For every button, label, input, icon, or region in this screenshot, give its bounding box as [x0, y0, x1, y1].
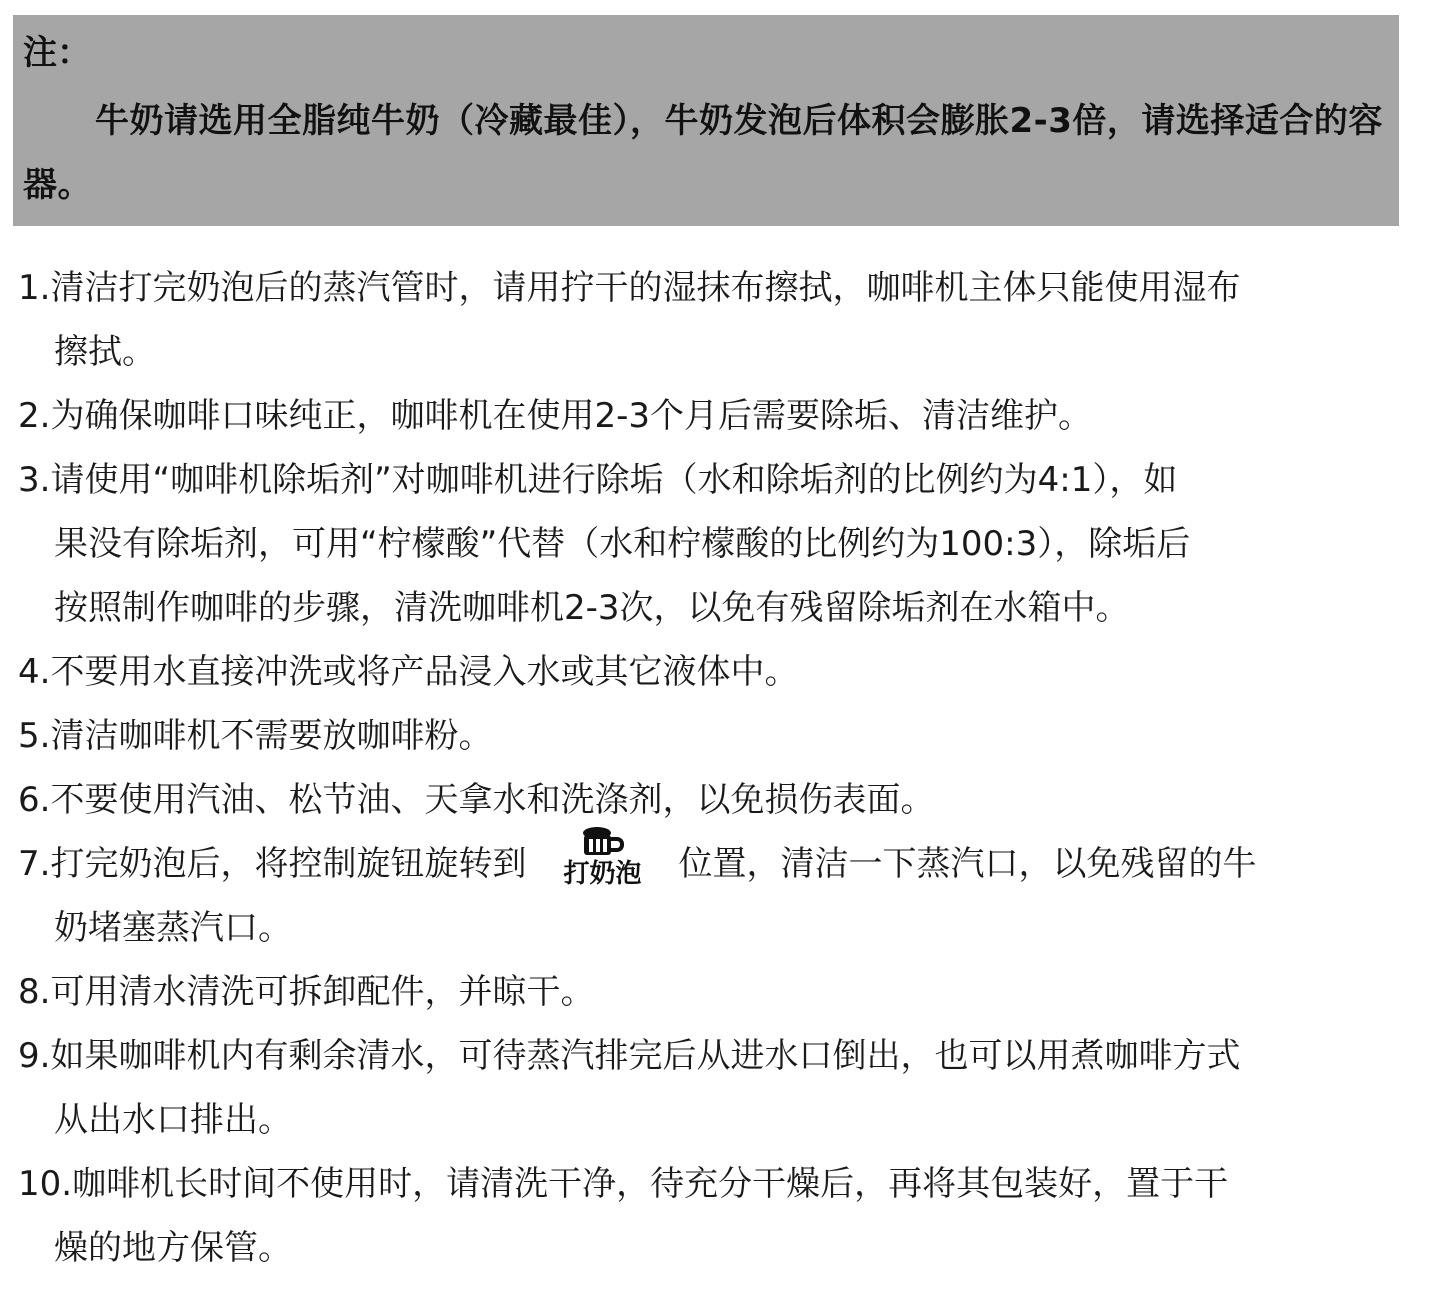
item-number: 3. — [18, 460, 51, 500]
list-item — [18, 1024, 1398, 1152]
item-text: 为确保咖啡口味纯正，咖啡机在使用2-3个月后需要除垢、清洁维护。 — [50, 396, 1092, 436]
item-number: 4. — [18, 652, 51, 692]
item-number: 9. — [18, 1036, 51, 1076]
milk-froth-icon — [554, 832, 650, 896]
item-text: 从出水口排出。 — [54, 1100, 292, 1140]
item-text: 燥的地方保管。 — [54, 1228, 292, 1268]
list-item — [18, 384, 1398, 448]
item-text: 按照制作咖啡的步骤，清洗咖啡机2-3次，以免有残留除垢剂在水箱中。 — [54, 588, 1130, 628]
item-text: 请使用“咖啡机除垢剂”对咖啡机进行除垢（水和除垢剂的比例约为4:1），如 — [50, 460, 1178, 500]
list-item — [18, 704, 1398, 768]
item-text: 位置，清洁一下蒸汽口，以免残留的牛 — [678, 844, 1257, 884]
list-item — [18, 256, 1398, 384]
list-item — [18, 1152, 1398, 1280]
note-box — [13, 15, 1399, 226]
item-text: 奶堵塞蒸汽口。 — [54, 908, 292, 948]
item-text: 清洁打完奶泡后的蒸汽管时，请用拧干的湿抹布擦拭，咖啡机主体只能使用湿布 — [50, 268, 1241, 308]
item-text: 果没有除垢剂，可用“柠檬酸”代替（水和柠檬酸的比例约为100:3），除垢后 — [54, 524, 1191, 564]
list-item — [18, 640, 1398, 704]
cleaning-instructions-list — [18, 256, 1398, 1280]
item-number: 1. — [18, 268, 51, 308]
item-text: 打完奶泡后，将控制旋钮旋转到 — [50, 844, 527, 884]
note-body: 牛奶请选用全脂纯牛奶（冷藏最佳），牛奶发泡后体积会膨胀2-3倍，请选择适合的容器。 — [23, 101, 1383, 205]
item-text: 可用清水清洗可拆卸配件，并晾干。 — [50, 972, 595, 1012]
item-text: 如果咖啡机内有剩余清水，可待蒸汽排完后从进水口倒出，也可以用煮咖啡方式 — [50, 1036, 1241, 1076]
item-number: 5. — [18, 716, 51, 756]
note-title: 注： — [23, 33, 91, 73]
item-text: 不要用水直接冲洗或将产品浸入水或其它液体中。 — [50, 652, 799, 692]
list-item — [18, 960, 1398, 1024]
list-item — [18, 832, 1398, 960]
item-number: 10. — [18, 1164, 73, 1204]
item-text: 擦拭。 — [54, 332, 156, 372]
milk-froth-label: 打奶泡 — [563, 859, 642, 889]
list-item — [18, 448, 1398, 640]
item-number: 6. — [18, 780, 51, 820]
item-number: 2. — [18, 396, 51, 436]
item-number: 8. — [18, 972, 51, 1012]
item-text: 不要使用汽油、松节油、天拿水和洗涤剂，以免损伤表面。 — [50, 780, 935, 820]
list-item — [18, 768, 1398, 832]
item-text: 清洁咖啡机不需要放咖啡粉。 — [50, 716, 493, 756]
item-text: 咖啡机长时间不使用时，请清洗干净，待充分干燥后，再将其包装好，置于干 — [72, 1164, 1229, 1204]
item-number: 7. — [18, 844, 51, 884]
